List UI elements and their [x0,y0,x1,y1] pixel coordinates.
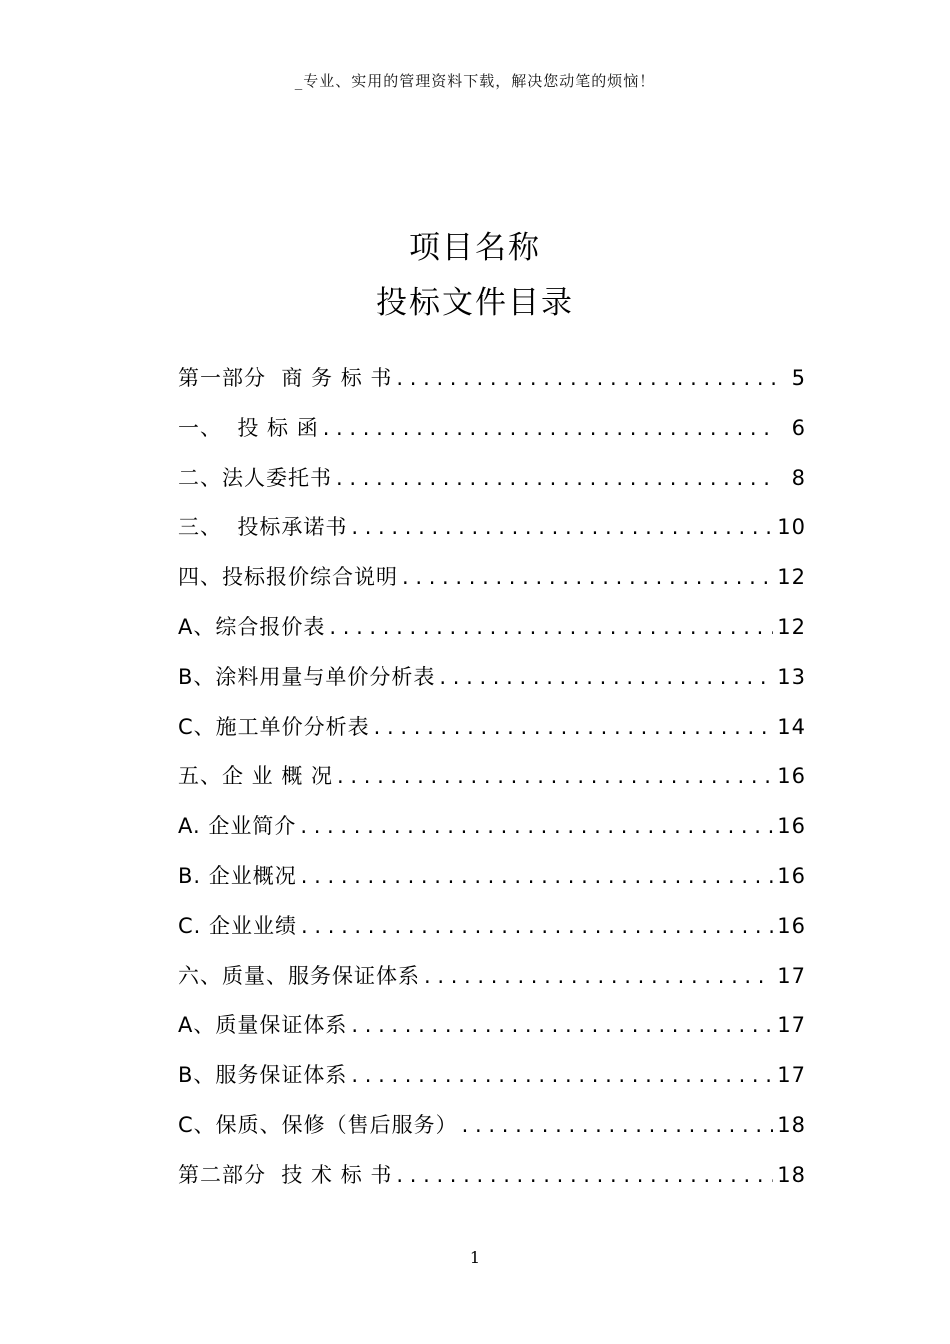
toc-entry[interactable] [178,609,806,659]
toc-entry-label: A. 企业简介 [178,814,297,839]
toc-entry-page: 18 [777,1112,806,1137]
toc-dot-leader [336,460,778,496]
toc-entry-page: 12 [777,614,806,639]
toc-dot-leader [462,1107,774,1143]
toc-dot-leader [396,360,778,396]
document-title-toc: 投标文件目录 [376,285,574,321]
toc-dot-leader [323,410,778,446]
toc-dot-leader [337,758,773,794]
toc-entry[interactable] [178,709,806,759]
toc-entry-label: B、涂料用量与单价分析表 [178,664,436,689]
toc-dot-leader [439,659,773,695]
toc-entry-page: 14 [777,714,806,739]
toc-dot-leader [351,1007,773,1043]
toc-entry-page: 10 [777,515,806,540]
toc-entry-label: B、服务保证体系 [178,1063,348,1088]
toc-entry-label: A、质量保证体系 [178,1013,348,1038]
toc-dot-leader [300,808,773,844]
toc-entry-page: 17 [777,1013,806,1038]
toc-entry-page: 16 [777,913,806,938]
toc-entry-label: 四、投标报价综合说明 [178,565,398,590]
toc-entry-label: C、保质、保修（售后服务） [178,1112,458,1137]
table-of-contents [178,360,806,1207]
toc-dot-leader [424,958,773,994]
toc-entry-page: 8 [791,465,806,490]
page-number: 1 [469,1248,481,1267]
toc-entry-label: 三、 投标承诺书 [178,515,348,540]
header-note: _专业、实用的管理资料下载，解决您动笔的烦恼！ [294,72,656,90]
toc-entry-page: 5 [791,366,806,390]
toc-entry[interactable] [178,410,806,460]
toc-entry-page: 16 [777,764,806,789]
toc-entry-page: 18 [777,1162,806,1187]
toc-entry-page: 16 [777,814,806,839]
toc-entry[interactable] [178,360,806,410]
toc-entry[interactable] [178,460,806,510]
toc-entry-label: C、施工单价分析表 [178,714,370,739]
toc-entry-page: 13 [777,664,806,689]
toc-entry[interactable] [178,808,806,858]
toc-entry[interactable] [178,559,806,609]
toc-entry-page: 16 [777,863,806,888]
toc-dot-leader [351,509,773,545]
toc-entry-label: 六、质量、服务保证体系 [178,963,420,988]
toc-entry[interactable] [178,509,806,559]
toc-dot-leader [301,908,773,944]
toc-entry-label: 二、法人委托书 [178,465,332,490]
toc-dot-leader [396,1157,773,1193]
toc-entry[interactable] [178,758,806,808]
toc-entry[interactable] [178,908,806,958]
toc-entry[interactable] [178,958,806,1008]
document-title-project-name: 项目名称 [409,230,541,266]
toc-entry[interactable] [178,858,806,908]
toc-entry-page: 6 [791,415,806,440]
toc-dot-leader [351,1057,773,1093]
toc-entry-page: 12 [777,565,806,590]
toc-entry[interactable] [178,1057,806,1107]
toc-dot-leader [301,858,774,894]
toc-dot-leader [329,609,773,645]
toc-entry[interactable] [178,659,806,709]
toc-entry[interactable] [178,1107,806,1157]
toc-entry-label: B. 企业概况 [178,863,297,888]
toc-entry-label: 第二部分 技 术 标 书 [178,1162,393,1187]
toc-entry-label: 第一部分 商 务 标 书 [178,366,393,390]
toc-dot-leader [374,709,774,745]
toc-entry-label: A、综合报价表 [178,614,326,639]
toc-entry-label: 五、企 业 概 况 [178,764,334,789]
toc-entry[interactable] [178,1157,806,1207]
toc-entry[interactable] [178,1007,806,1057]
toc-dot-leader [402,559,773,595]
toc-entry-page: 17 [777,1063,806,1088]
toc-entry-page: 17 [777,963,806,988]
toc-entry-label: C. 企业业绩 [178,913,298,938]
toc-entry-label: 一、 投 标 函 [178,415,319,440]
